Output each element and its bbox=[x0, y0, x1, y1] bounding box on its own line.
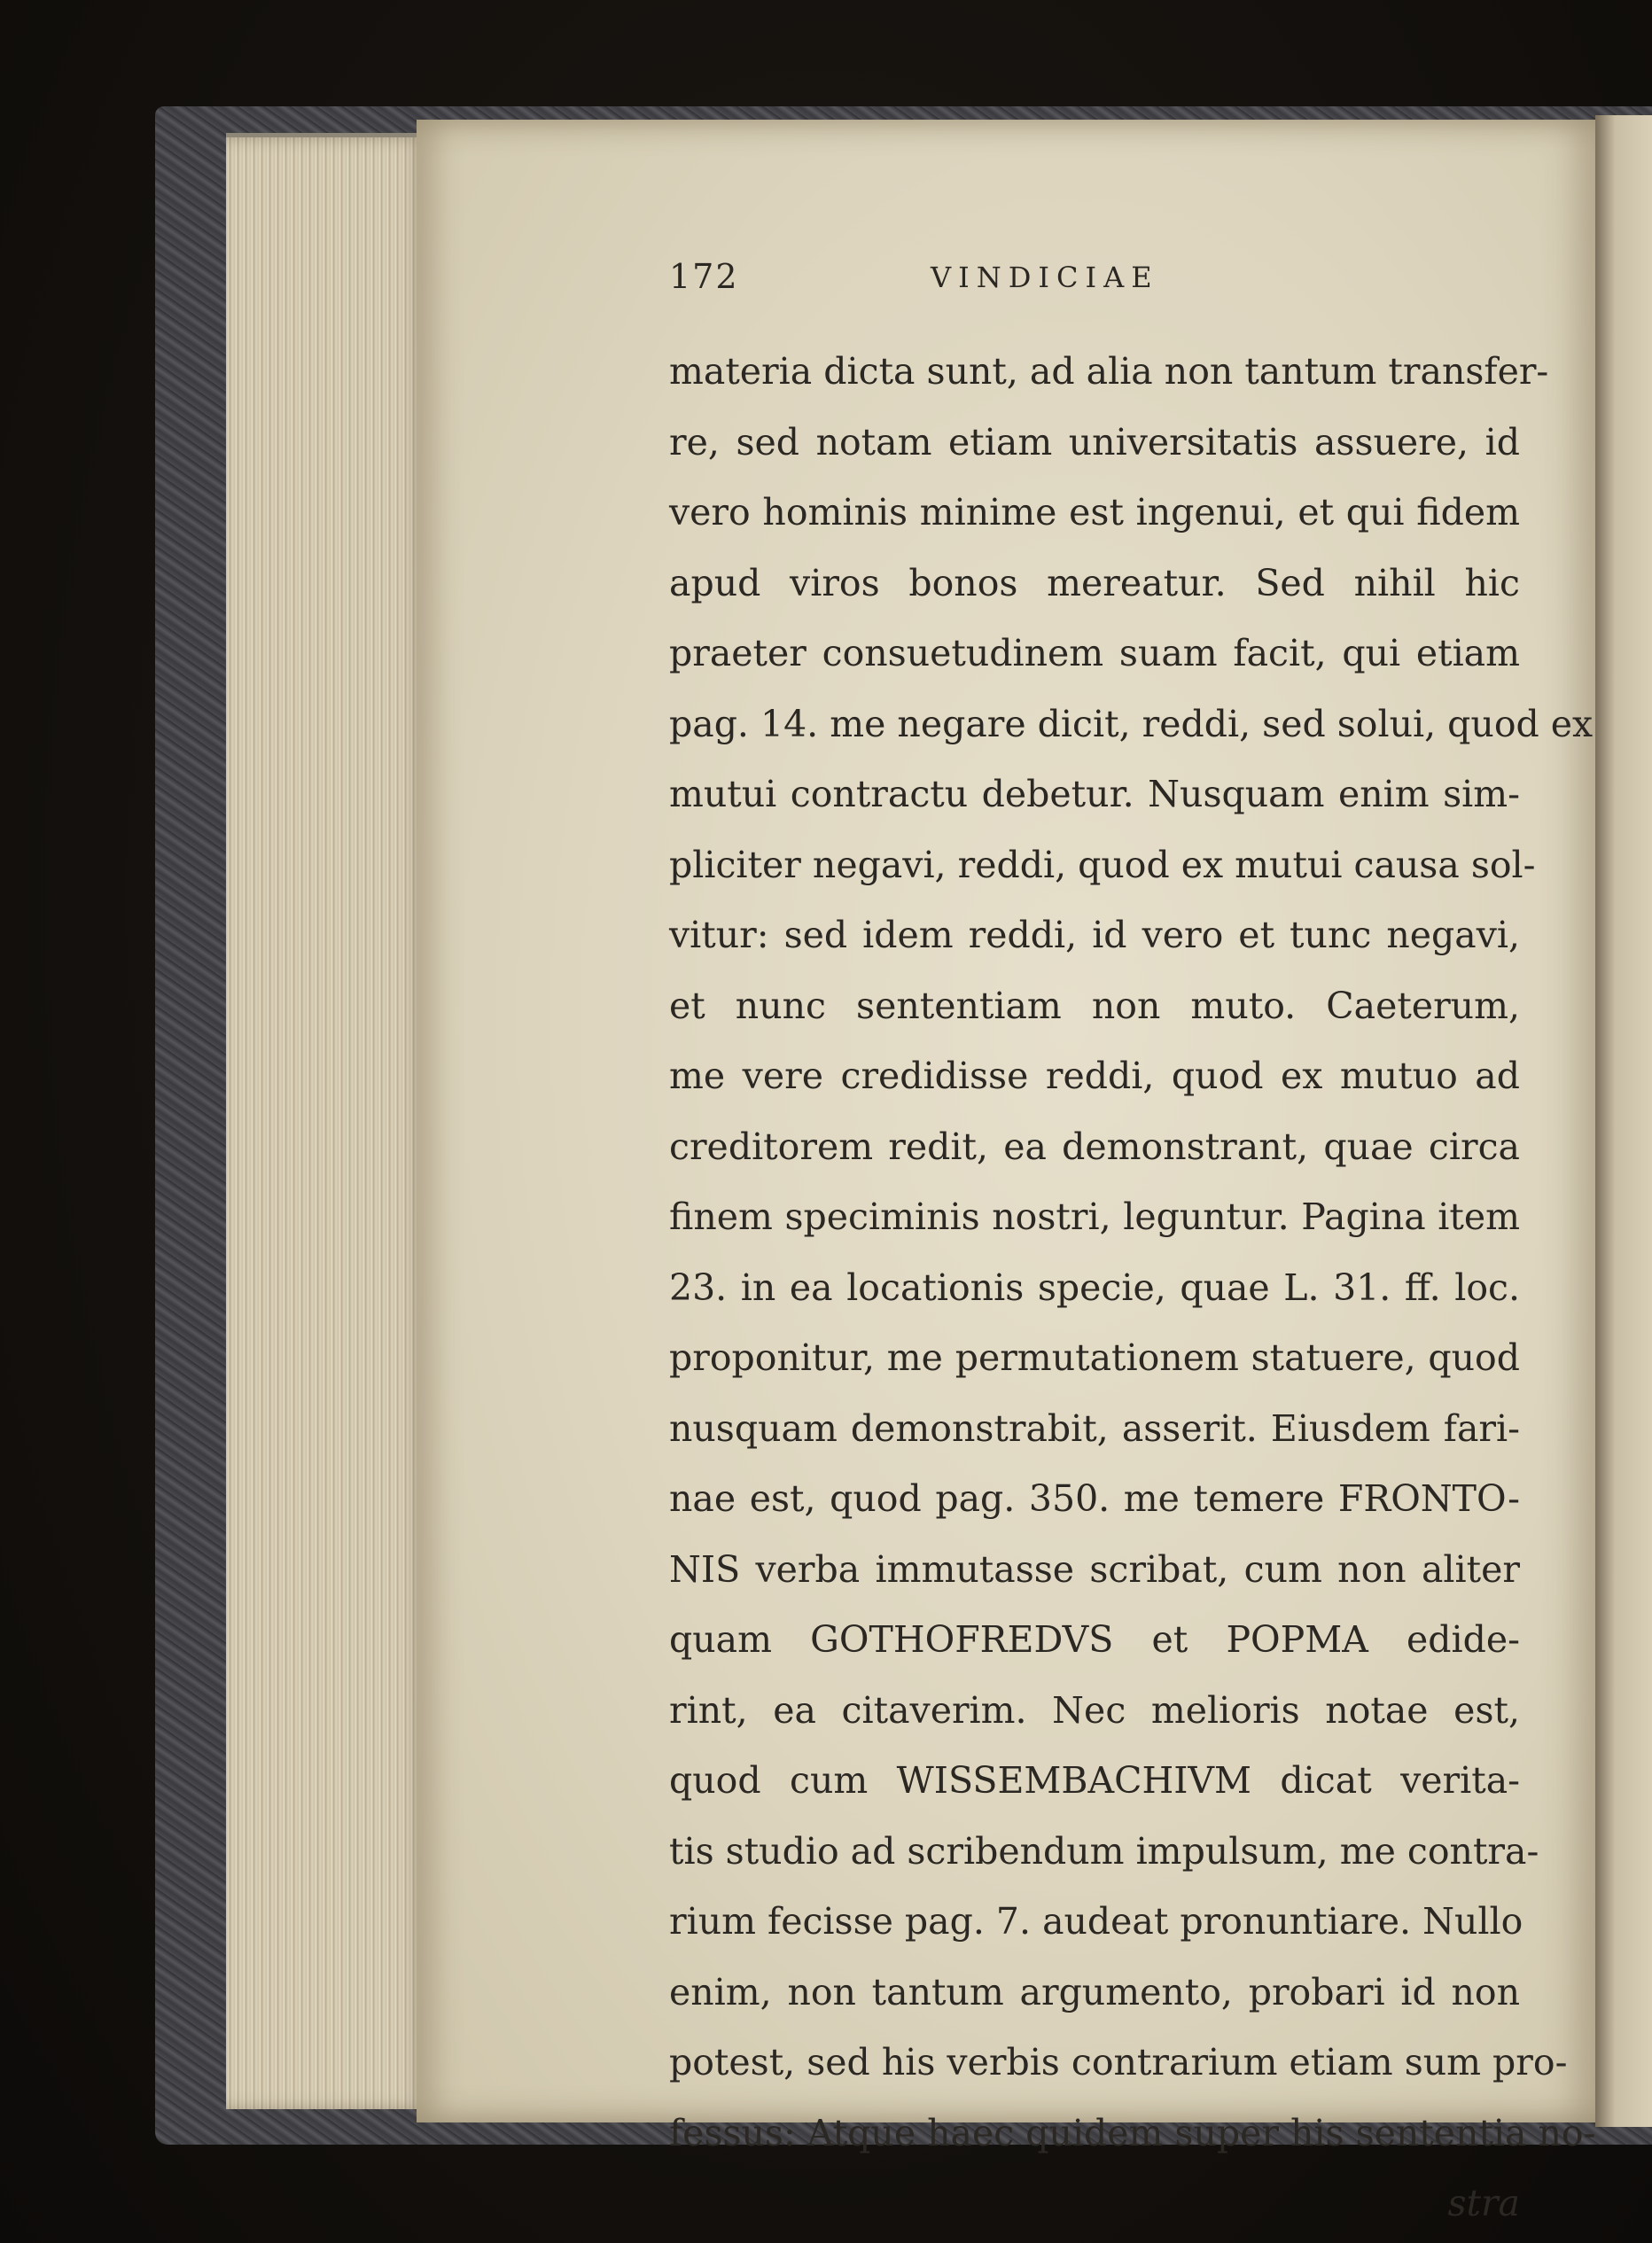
next-page-edge bbox=[1595, 115, 1652, 2127]
page-text-area bbox=[669, 257, 1596, 2239]
text-line: fessus: Atque haec quidem super his sententia no- bbox=[669, 2111, 1596, 2154]
text-line: finem speciminis nostri, leguntur. Pagina item bbox=[669, 1195, 1520, 1238]
running-head-title: VINDICIAE bbox=[931, 261, 1159, 294]
page-edges bbox=[226, 137, 425, 2109]
text-line: nae est, quod pag. 350. me temere FRONTO- bbox=[669, 1477, 1520, 1520]
text-line: tis studio ad scribendum impulsum, me contra- bbox=[669, 1829, 1539, 1873]
catchword: stra bbox=[1447, 2182, 1520, 2224]
text-line: praeter consuetudinem suam facit, qui etiam bbox=[669, 632, 1520, 674]
body-text bbox=[669, 337, 1596, 2239]
text-line: materia dicta sunt, ad alia non tantum transfer- bbox=[669, 350, 1549, 393]
text-line: apud viros bonos mereatur. Sed nihil hic bbox=[669, 561, 1520, 604]
text-line: et nunc sententiam non muto. Caeterum, bbox=[669, 984, 1520, 1027]
running-head bbox=[669, 257, 1520, 319]
text-line: creditorem redit, ea demonstrant, quae circa bbox=[669, 1125, 1520, 1168]
text-line: re, sed notam etiam universitatis assuere, id bbox=[669, 420, 1520, 463]
text-line: proponitur, me permutationem statuere, quod bbox=[669, 1336, 1520, 1379]
page-number: 172 bbox=[669, 257, 739, 296]
text-line: vero hominis minime est ingenui, et qui fidem bbox=[669, 491, 1520, 533]
text-line: rint, ea citaverim. Nec melioris notae est, bbox=[669, 1688, 1520, 1732]
text-line: pag. 14. me negare dicit, reddi, sed solui, quod ex bbox=[669, 702, 1594, 745]
text-line: NIS verba immutasse scribat, cum non aliter bbox=[669, 1547, 1520, 1591]
text-line: rium fecisse pag. 7. audeat pronuntiare. Nullo bbox=[669, 1900, 1523, 1943]
text-line: nusquam demonstrabit, asserit. Eiusdem fari- bbox=[669, 1406, 1520, 1450]
text-line: enim, non tantum argumento, probari id non bbox=[669, 1970, 1520, 2013]
text-line: pliciter negavi, reddi, quod ex mutui causa sol- bbox=[669, 843, 1536, 886]
text-line: vitur: sed idem reddi, id vero et tunc negavi, bbox=[669, 914, 1520, 956]
text-line: quam GOTHOFREDVS et POPMA edide- bbox=[669, 1618, 1520, 1661]
text-line: mutui contractu debetur. Nusquam enim sim- bbox=[669, 773, 1520, 815]
text-line: me vere credidisse reddi, quod ex mutuo ad bbox=[669, 1055, 1520, 1097]
text-line: 23. in ea locationis specie, quae L. 31. ff. loc. bbox=[669, 1266, 1520, 1309]
text-line: quod cum WISSEMBACHIVM dicat verita- bbox=[669, 1759, 1520, 1802]
text-line: potest, sed his verbis contrarium etiam sum pro- bbox=[669, 2041, 1568, 2083]
